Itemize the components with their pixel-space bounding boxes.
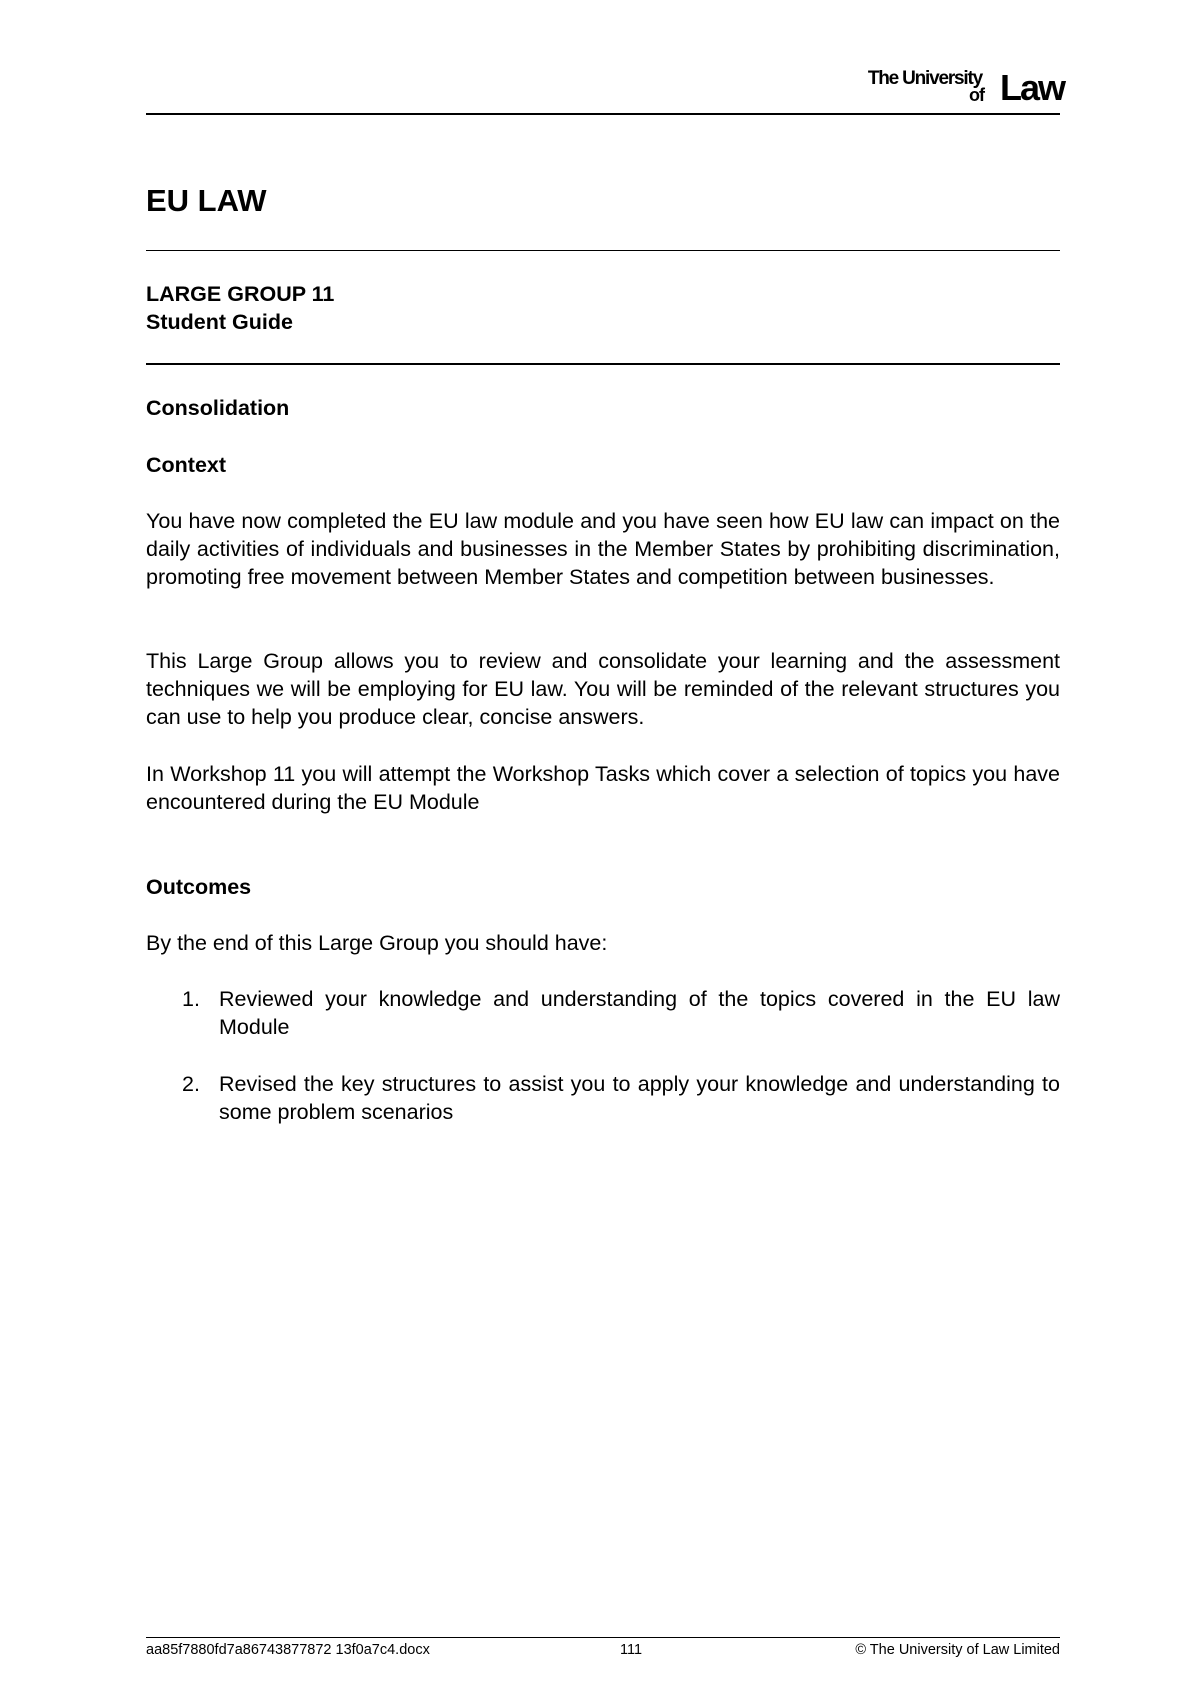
context-heading: Context — [146, 453, 227, 477]
footer-filename: aa85f7880fd7a86743877872 13f0a7c4.docx — [146, 1642, 430, 1658]
outcome-item-1 — [146, 985, 1060, 1041]
outcome-text: Reviewed your knowledge and understanding of the topics covered in the EU law Module — [219, 987, 1060, 1039]
outcomes-heading: Outcomes — [146, 875, 252, 899]
context-paragraph-2: This Large Group allows you to review and consolidate your learning and the assessment techniques we will be employing for EU law. You will be reminded of the relevant structures you can use to help you produce clear, concise answers. — [146, 649, 1060, 729]
document-title: EU LAW — [146, 183, 267, 218]
header-rule — [146, 113, 1060, 115]
context-paragraph-1: You have now completed the EU law module and you have seen how EU law can impact on the daily activities of individuals and businesses in the Member States by prohibiting discrimination, promoting free movement between Member States and competition between businesses. — [146, 509, 1060, 589]
logo-text-law: Law — [999, 67, 1064, 108]
subtitle-rule — [146, 363, 1060, 365]
outcome-number: 2. — [182, 1072, 200, 1096]
footer-rule — [146, 1637, 1060, 1638]
subtitle-line2: Student Guide — [146, 310, 293, 334]
section-heading: Consolidation — [146, 396, 290, 420]
logo-text-line1: The University — [867, 68, 982, 89]
outcomes-intro: By the end of this Large Group you should have: — [146, 931, 608, 955]
subtitle-line1: LARGE GROUP 11 — [146, 282, 335, 306]
footer-page-number: 111 — [620, 1642, 643, 1658]
title-rule — [146, 250, 1060, 251]
university-logo — [854, 66, 1064, 106]
context-paragraph-3: In Workshop 11 you will attempt the Workshop Tasks which cover a selection of topics you have encountered during the EU Module — [146, 762, 1060, 814]
outcome-item-2 — [146, 1070, 1060, 1126]
footer-copyright: © The University of Law Limited — [855, 1642, 1060, 1658]
logo-text-of: of — [969, 85, 984, 105]
outcome-number: 1. — [182, 987, 200, 1011]
outcome-text: Revised the key structures to assist you to apply your knowledge and understanding to some problem scenarios — [219, 1072, 1060, 1124]
